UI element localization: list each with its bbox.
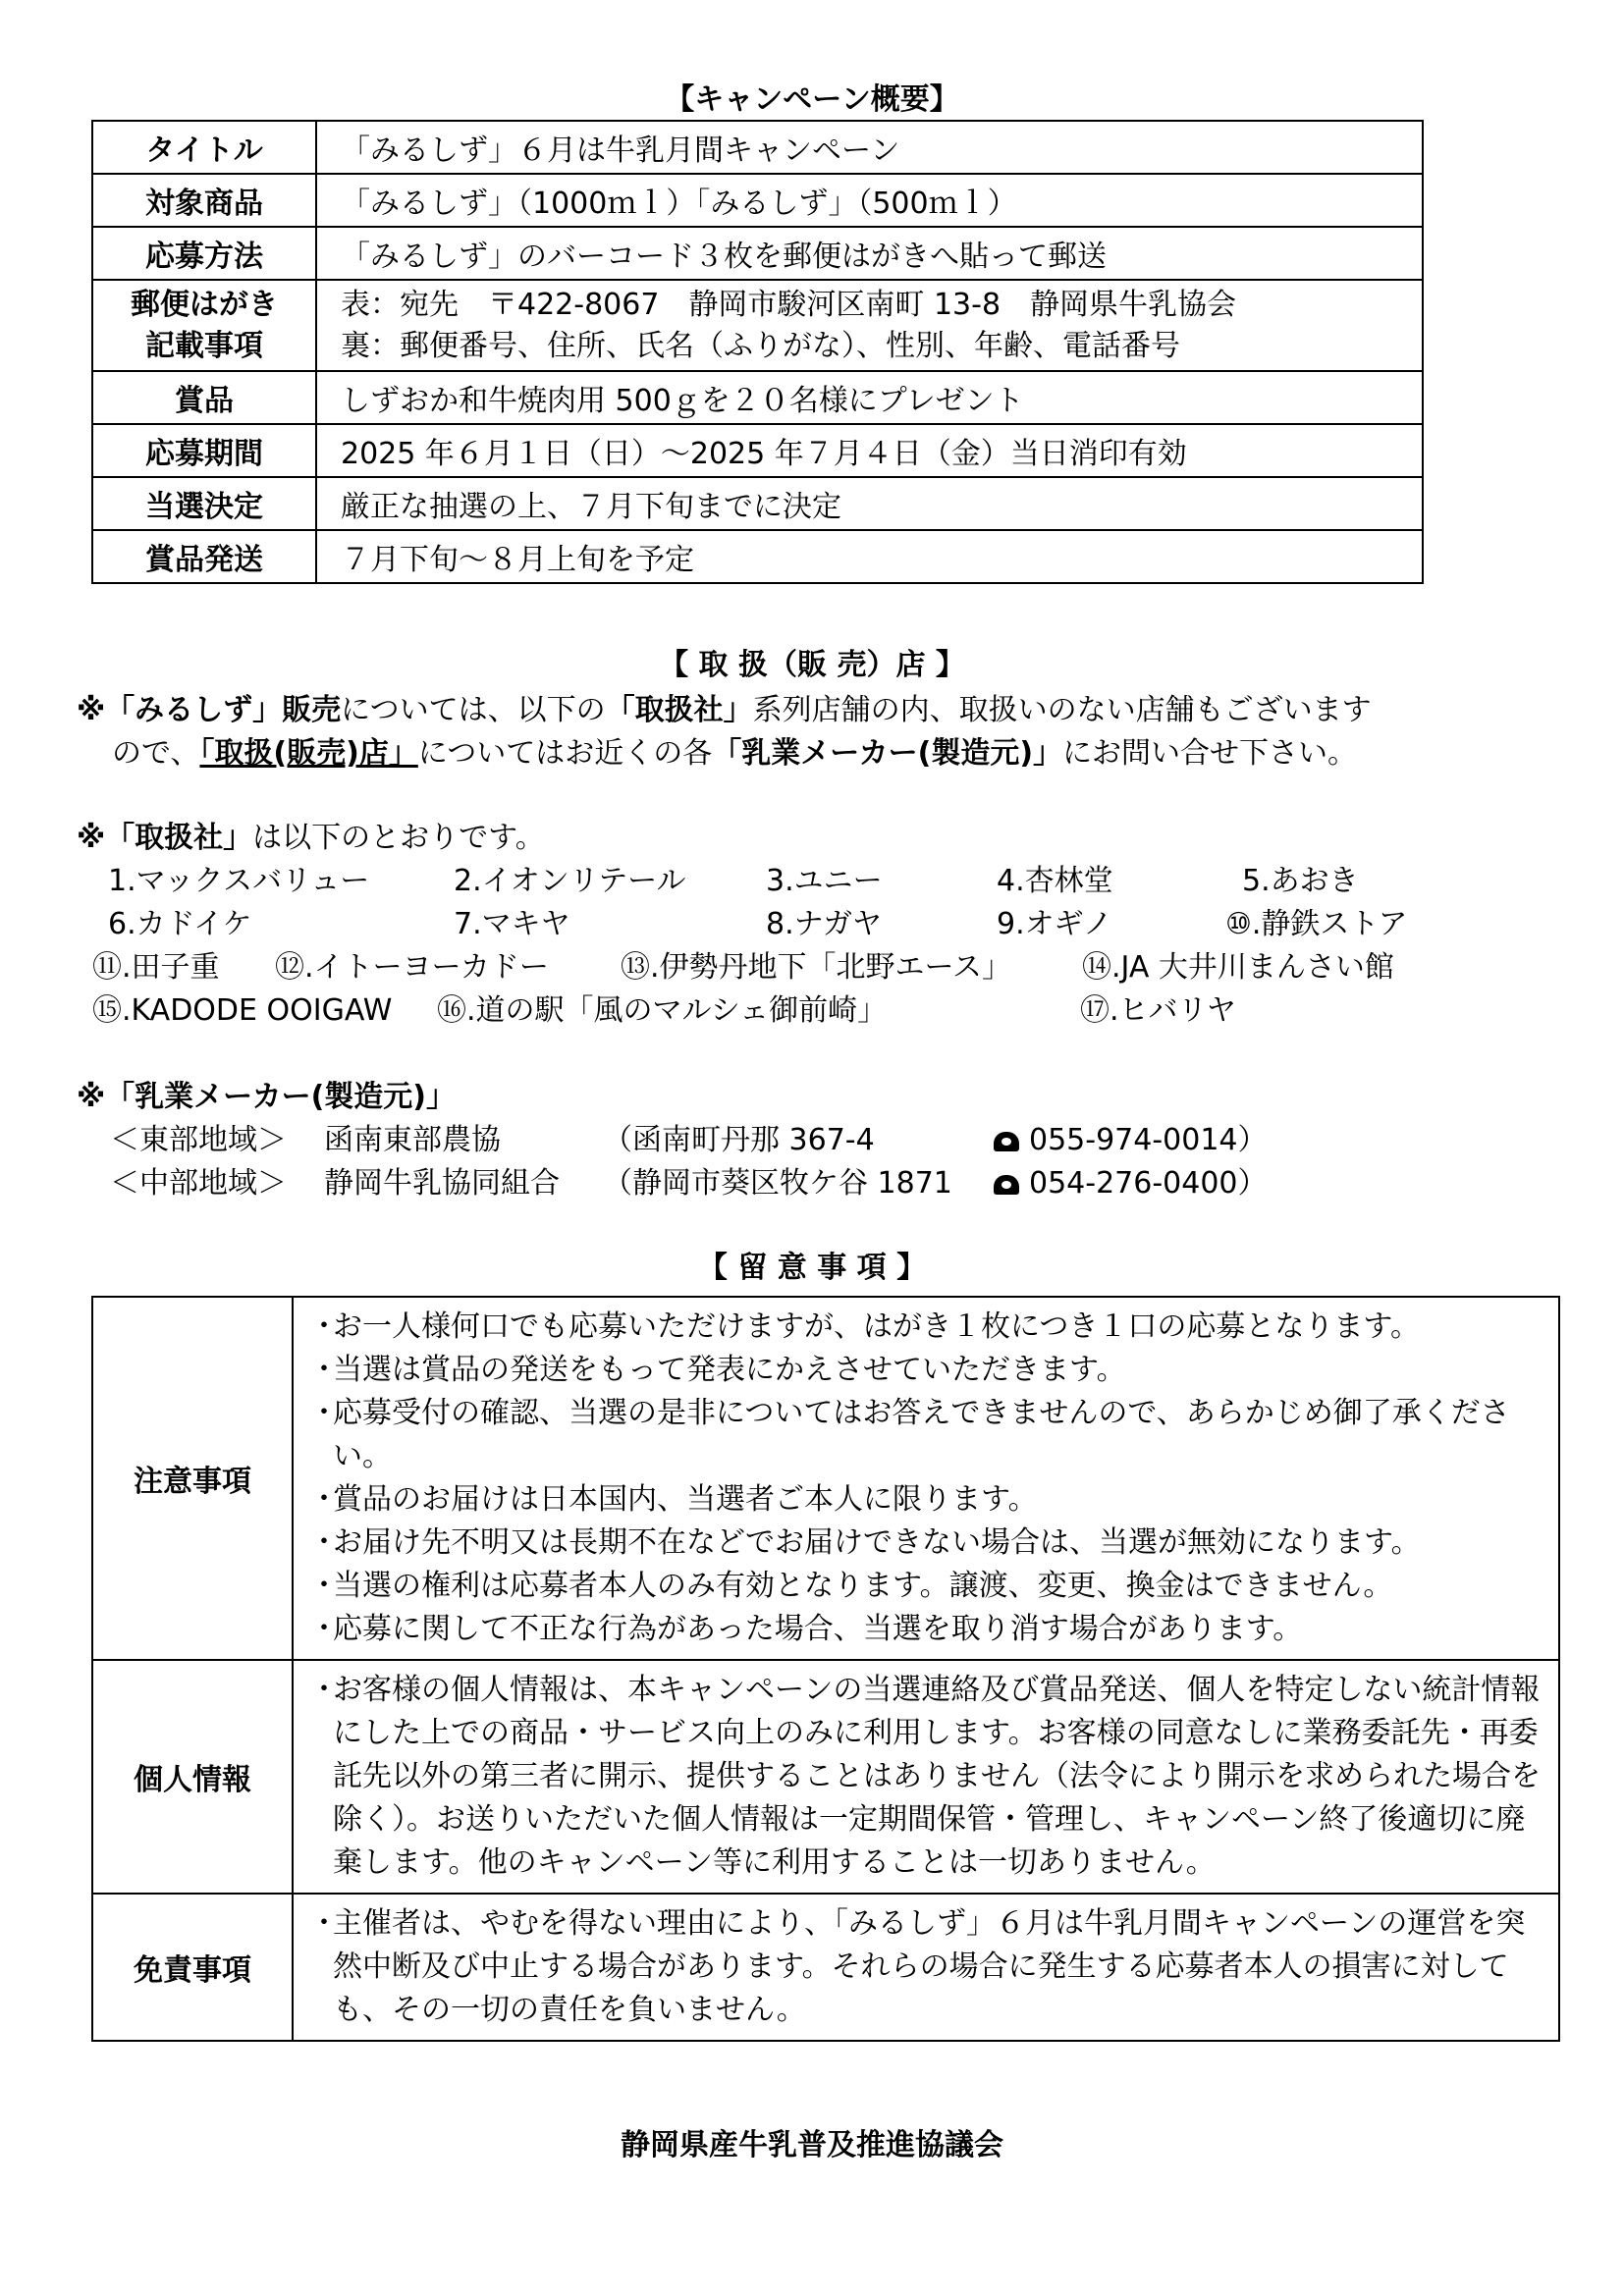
stores-notice-line bbox=[77, 732, 1569, 775]
note-item: ・ お一人様何口でも応募いただけますが、はがき１枚につき１口の応募となります。 bbox=[309, 1306, 1548, 1349]
overview-label: タイトル bbox=[92, 121, 316, 174]
store-item: 5.あおき bbox=[1242, 864, 1359, 898]
maker-name: 静岡牛乳協同組合 bbox=[324, 1166, 560, 1201]
store-item: 1.マックスバリュー bbox=[108, 864, 370, 898]
stores-text: については、以下の bbox=[341, 693, 606, 727]
overview-label: 賞品発送 bbox=[92, 530, 316, 583]
maker-region: ＜東部地域＞ bbox=[110, 1123, 287, 1157]
overview-value: 2025 年６月１日（日）～2025 年７月４日（金）当日消印有効 bbox=[316, 424, 1423, 477]
store-item: ⑫.イトーヨーカドー bbox=[275, 950, 549, 985]
stores-notice-line bbox=[77, 689, 1569, 732]
stores-text: ので、 bbox=[112, 736, 200, 771]
notes-heading: 【 留 意 事 項 】 bbox=[697, 1251, 927, 1285]
stores-list-intro bbox=[77, 819, 545, 858]
overview-value-line: 裏：郵便番号、住所、氏名（ふりがな）、性別、年齢、電話番号 bbox=[341, 328, 1180, 363]
maker-address: （静岡市葵区牧ケ谷 1871 bbox=[603, 1166, 952, 1201]
maker-region: ＜中部地域＞ bbox=[110, 1166, 287, 1201]
maker-phone-number: 055-974-0014） bbox=[1029, 1123, 1268, 1157]
overview-value: 「みるしず」のバーコード３枚を郵便はがきへ貼って郵送 bbox=[316, 227, 1423, 280]
overview-value bbox=[316, 280, 1423, 371]
overview-row-shipping bbox=[92, 530, 1423, 583]
overview-label: 応募期間 bbox=[92, 424, 316, 477]
overview-label: 当選決定 bbox=[92, 477, 316, 530]
note-item: ・ 応募受付の確認、当選の是非についてはお答えできませんので、あらかじめ御了承ください。 bbox=[309, 1392, 1548, 1478]
store-item: 6.カドイケ bbox=[108, 907, 252, 941]
stores-text: についてはお近くの各 bbox=[417, 736, 713, 771]
store-item: 4.杏林堂 bbox=[997, 864, 1113, 898]
overview-label: 賞品 bbox=[92, 371, 316, 424]
overview-value: ７月下旬～８月上旬を予定 bbox=[316, 530, 1423, 583]
notes-row-caution bbox=[92, 1297, 1559, 1660]
notes-label: 注意事項 bbox=[92, 1297, 293, 1660]
store-item: 2.イオンリテール bbox=[454, 864, 686, 898]
stores-emph: 「乳業メーカー(製造元)」 bbox=[712, 736, 1063, 771]
notes-row-privacy bbox=[92, 1660, 1559, 1894]
stores-emph: ※「みるしず」販売 bbox=[77, 693, 342, 727]
store-item: ⑩.静鉄ストア bbox=[1225, 907, 1408, 941]
overview-table bbox=[91, 120, 1424, 584]
notes-label: 個人情報 bbox=[92, 1660, 293, 1894]
notes-table bbox=[91, 1296, 1560, 2042]
store-item: ⑬.伊勢丹地下「北野エース」 bbox=[621, 950, 1012, 985]
overview-row-method bbox=[92, 227, 1423, 280]
overview-row-postcard bbox=[92, 280, 1423, 371]
phone-icon bbox=[994, 1132, 1019, 1151]
makers-heading: ※「乳業メーカー(製造元)」 bbox=[77, 1080, 456, 1114]
overview-row-title bbox=[92, 121, 1423, 174]
overview-value: 厳正な抽選の上、７月下旬までに決定 bbox=[316, 477, 1423, 530]
overview-label bbox=[92, 280, 316, 371]
stores-emph: 「取扱(販売)店」 bbox=[199, 736, 418, 771]
maker-phone-number: 054-276-0400） bbox=[1029, 1166, 1268, 1201]
overview-label-line: 記載事項 bbox=[145, 328, 263, 363]
stores-text: にお問い合せ下さい。 bbox=[1062, 736, 1358, 771]
maker-phone bbox=[994, 1121, 1268, 1160]
overview-value: 「みるしず」６月は牛乳月間キャンペーン bbox=[316, 121, 1423, 174]
phone-icon bbox=[994, 1175, 1019, 1195]
note-item: ・ 主催者は、やむを得ない理由により、「みるしず」６月は牛乳月間キャンペーンの運営を突然中断及び中止する場合があります。それらの場合に発生する応募者本人の損害に対しても、その一切の責任を負いません。 bbox=[309, 1902, 1548, 2032]
notes-label: 免責事項 bbox=[92, 1894, 293, 2041]
maker-phone bbox=[994, 1164, 1268, 1203]
notes-items bbox=[293, 1660, 1559, 1894]
overview-row-selection bbox=[92, 477, 1423, 530]
note-item: ・ お届け先不明又は長期不在などでお届けできない場合は、当選が無効になります。 bbox=[309, 1522, 1548, 1565]
store-item: 3.ユニー bbox=[766, 864, 883, 898]
note-item: ・ 当選の権利は応募者本人のみ有効となります。譲渡、変更、換金はできません。 bbox=[309, 1565, 1548, 1608]
maker-name: 函南東部農協 bbox=[324, 1123, 501, 1157]
store-item: 8.ナガヤ bbox=[766, 907, 883, 941]
note-item: ・ お客様の個人情報は、本キャンペーンの当選連絡及び賞品発送、個人を特定しない統計情報にした上での商品・サービス向上のみに利用します。お客様の同意なしに業務委託先・再委託先以外の第三者に開示、提供することはありません（法令により開示を求められた場合を除く）。お送りいただいた個人情報は一定期間保管・管理し、キャンペーン終了後適切に廃棄します。他のキャンペーン等に利用することは一切ありません。 bbox=[309, 1669, 1548, 1885]
overview-heading: 【キャンペーン概要】 bbox=[665, 82, 959, 117]
stores-emph: 「取扱社」 bbox=[605, 693, 753, 727]
store-item: ⑰.ヒバリヤ bbox=[1080, 993, 1236, 1028]
overview-value: しずおか和牛焼肉用 500ｇを２０名様にプレゼント bbox=[316, 371, 1423, 424]
organizer-name: 静岡県産牛乳普及推進協議会 bbox=[621, 2128, 1003, 2163]
maker-address: （函南町丹那 367-4 bbox=[603, 1123, 875, 1157]
store-item: 7.マキヤ bbox=[454, 907, 570, 941]
notes-items bbox=[293, 1297, 1559, 1660]
stores-heading: 【 取 扱（販 売）店 】 bbox=[659, 648, 965, 682]
stores-text: 系列店舗の内、取扱いのない店舗もございます bbox=[752, 693, 1372, 727]
stores-text: は以下のとおりです。 bbox=[252, 821, 545, 855]
overview-row-products bbox=[92, 174, 1423, 227]
store-item: 9.オギノ bbox=[997, 907, 1113, 941]
overview-label-line: 郵便はがき bbox=[131, 287, 278, 322]
store-item: ⑮.KADODE OOIGAW bbox=[92, 993, 393, 1028]
note-item: ・ 応募に関して不正な行為があった場合、当選を取り消す場合があります。 bbox=[309, 1608, 1548, 1651]
overview-value-line: 表：宛先 〒422-8067 静岡市駿河区南町 13-8 静岡県牛乳協会 bbox=[341, 287, 1237, 322]
stores-emph: ※「取扱社」 bbox=[77, 821, 253, 855]
notes-items bbox=[293, 1894, 1559, 2041]
overview-row-period bbox=[92, 424, 1423, 477]
note-item: ・ 賞品のお届けは日本国内、当選者ご本人に限ります。 bbox=[309, 1478, 1548, 1522]
overview-value: 「みるしず」（1000ｍｌ）「みるしず」（500ｍｌ） bbox=[316, 174, 1423, 227]
store-item: ⑭.JA 大井川まんさい館 bbox=[1082, 950, 1394, 985]
stores-notice bbox=[77, 689, 1569, 775]
note-item: ・ 当選は賞品の発送をもって発表にかえさせていただきます。 bbox=[309, 1349, 1548, 1392]
overview-row-prize bbox=[92, 371, 1423, 424]
store-item: ⑪.田子重 bbox=[92, 950, 220, 985]
store-item: ⑯.道の駅「風のマルシェ御前崎」 bbox=[437, 993, 888, 1028]
overview-label: 対象商品 bbox=[92, 174, 316, 227]
notes-row-disclaimer bbox=[92, 1894, 1559, 2041]
overview-label: 応募方法 bbox=[92, 227, 316, 280]
